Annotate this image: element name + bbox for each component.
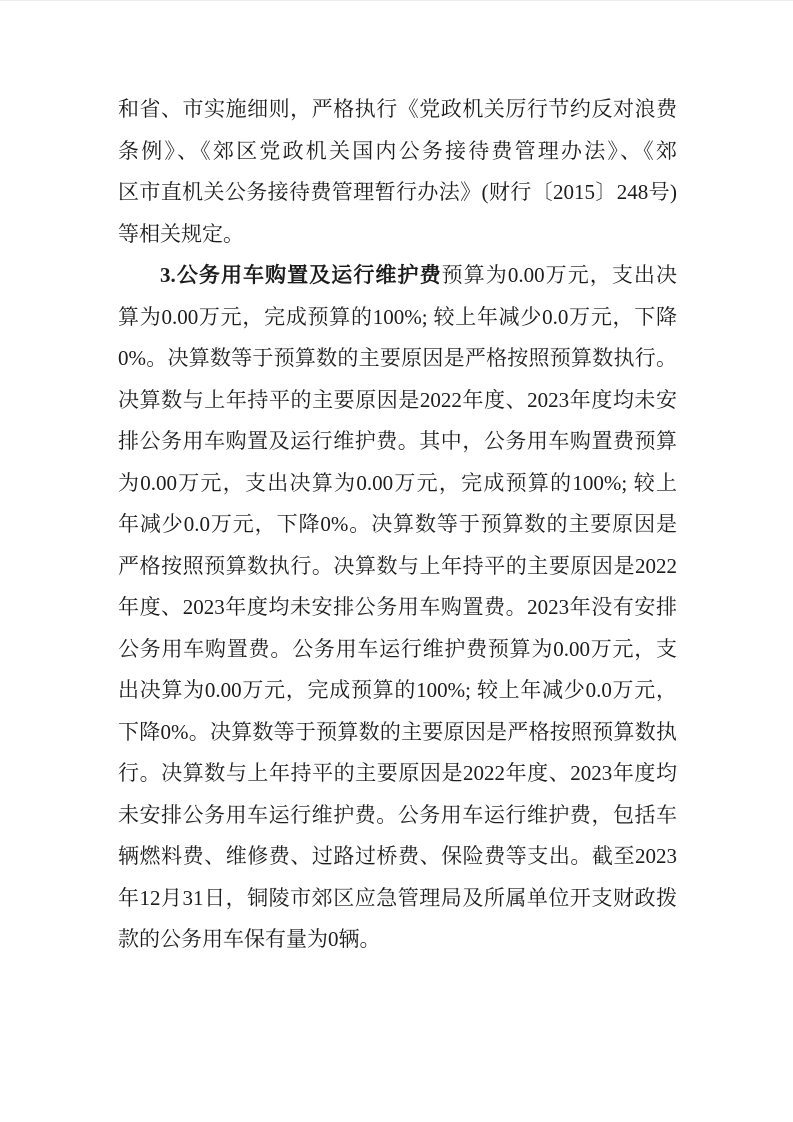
text-line (118, 504, 677, 546)
text-line (118, 338, 677, 380)
text-run: 年度、2023年度均未安排公务用车购置费。2023年没有安排 (118, 595, 677, 619)
paragraph-regulations-compliance (118, 89, 677, 255)
text-run: 条例》、《郊区党政机关国内公务接待费管理办法》、《郊 (118, 138, 677, 163)
text-line (118, 546, 677, 588)
paragraph-vehicle-purchase-and-maintenance (118, 255, 677, 961)
text-run: 区市直机关公务接待费管理暂行办法》(财行〔2015〕248号) (118, 180, 677, 204)
text-line (118, 463, 677, 505)
text-line (118, 214, 677, 256)
text-run: 年12月31日，铜陵市郊区应急管理局及所属单位开支财政拨 (118, 885, 677, 910)
text-run: 下降0%。决算数等于预算数的主要原因是严格按照预算数执 (118, 719, 677, 744)
text-run: 年减少0.0万元，下降0%。决算数等于预算数的主要原因是 (118, 512, 677, 536)
text-line (118, 255, 677, 297)
text-run: 预算为0.00万元，支出决 (441, 263, 678, 287)
text-run: 算为0.00万元，完成预算的100%; 较上年减少0.0万元，下降 (118, 304, 677, 329)
text-run: 等相关规定。 (118, 221, 244, 246)
text-line (118, 587, 677, 629)
text-line (118, 670, 677, 712)
text-run: 出决算为0.00万元，完成预算的100%; 较上年减少0.0万元， (118, 678, 677, 702)
text-run: 为0.00万元，支出决算为0.00万元，完成预算的100%; 较上 (118, 470, 677, 495)
text-run: 排公务用车购置及运行维护费。其中，公务用车购置费预算 (118, 429, 677, 453)
text-run: 0%。决算数等于预算数的主要原因是严格按照预算数执行。 (118, 346, 677, 370)
text-line (118, 753, 677, 795)
text-run: 款的公务用车保有量为0辆。 (118, 927, 381, 951)
text-run: 行。决算数与上年持平的主要原因是2022年度、2023年度均 (118, 761, 677, 785)
text-line (118, 131, 677, 173)
text-run: 未安排公务用车运行维护费。公务用车运行维护费，包括车 (118, 802, 677, 827)
text-line (118, 172, 677, 214)
text-line (118, 878, 677, 920)
text-line (118, 712, 677, 754)
text-line (118, 297, 677, 339)
document-text-block (118, 89, 677, 961)
text-run: 公务用车购置费。公务用车运行维护费预算为0.00万元，支 (118, 636, 677, 661)
text-run: 和省、市实施细则，严格执行《党政机关厉行节约反对浪费 (118, 97, 677, 121)
text-line (118, 421, 677, 463)
text-line (118, 836, 677, 878)
text-line (118, 629, 677, 671)
text-line (118, 919, 677, 961)
text-line (118, 89, 677, 131)
bold-inline-heading: 3.公务用车购置及运行维护费 (160, 263, 442, 287)
text-run: 决算数与上年持平的主要原因是2022年度、2023年度均未安 (118, 387, 677, 412)
text-run: 辆燃料费、维修费、过路过桥费、保险费等支出。截至2023 (118, 844, 677, 868)
text-run: 严格按照预算数执行。决算数与上年持平的主要原因是2022 (118, 553, 677, 578)
text-line (118, 795, 677, 837)
text-line (118, 380, 677, 422)
